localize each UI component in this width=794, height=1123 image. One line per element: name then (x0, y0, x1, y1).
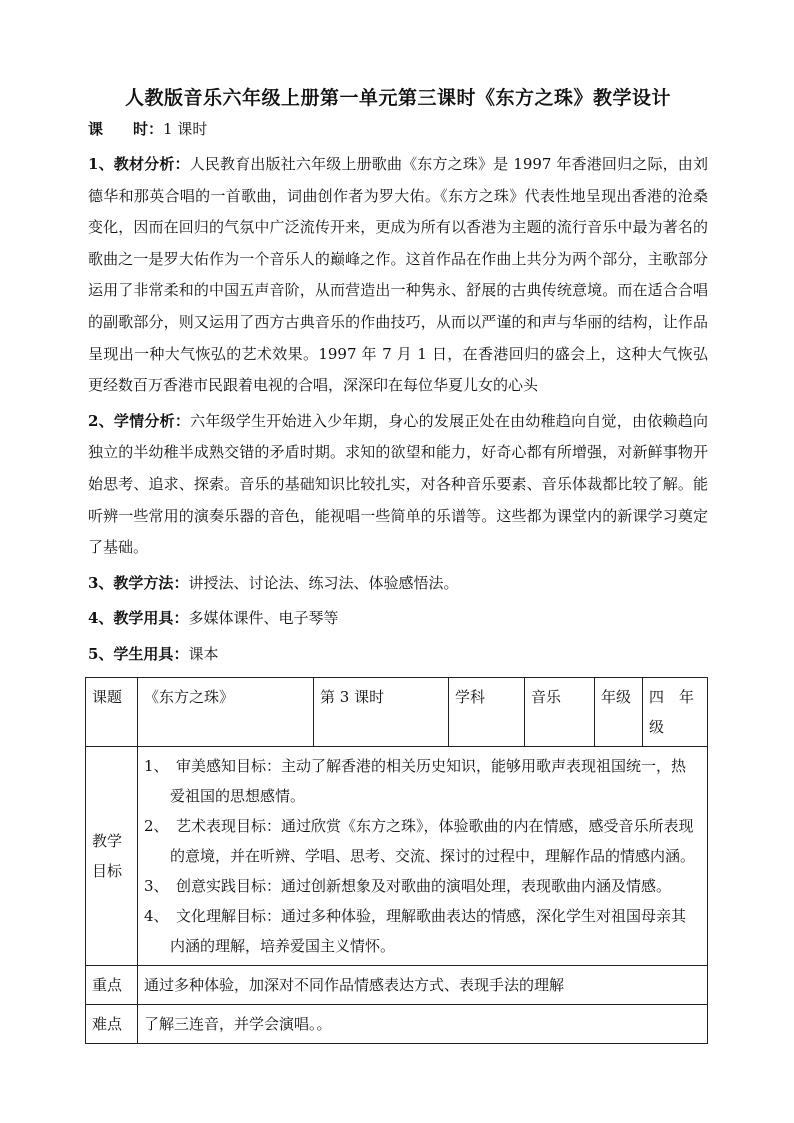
lesson-plan-table (85, 677, 708, 1044)
section-student-analysis (88, 406, 708, 564)
section-text: 人民教育出版社六年级上册歌曲《东方之珠》是 1997 年香港回归之际，由刘德华和那英合唱的一首歌曲，词曲创作者为罗大佑。《东方之珠》代表性地呈现出香港的沧桑变化，因而在回归的气氛中广泛流传开来，更成为所有以香港为主题的流行音乐中最为著名的歌曲之一是罗大佑作为一个音乐人的巅峰之作。这首作品在作曲上共分为两个部分，主歌部分运用了非常柔和的中国五声音阶，从而营造出一种隽永、舒展的古典传统意境。而在适合合唱的副歌部分，则又运用了西方古典音乐的作曲技巧，从而以严谨的和声与华丽的结构，让作品呈现出一种大气恢弘的艺术效果。1997 年 7 月 1 日，在香港回归的盛会上，这种大气恢弘更经数百万香港市民跟着电视的合唱，深深印在每位华夏儿女的心头 (88, 155, 708, 395)
period-label: 课 时： (88, 120, 164, 138)
key-point-label: 重点 (86, 966, 138, 1005)
section-textbook-analysis (88, 149, 708, 402)
topic-value: 《东方之珠》 (138, 678, 314, 747)
objective-item: 2、 艺术表现目标：通过欣赏《东方之珠》，体验歌曲的内在情感，感受音乐所表现的意境，并在听辨、学唱、思考、交流、探讨的过程中，理解作品的情感内涵。 (144, 817, 696, 865)
subject-value: 音乐 (525, 678, 595, 747)
document-body (88, 84, 708, 671)
section-label: 3、教学方法： (88, 573, 189, 592)
subject-label: 学科 (449, 678, 525, 747)
section-teaching-tools (88, 603, 708, 635)
topic-label: 课题 (86, 678, 138, 747)
objectives-list (138, 747, 708, 966)
difficulty-text: 了解三连音，并学会演唱。。 (138, 1005, 708, 1044)
difficulty-row (86, 1005, 708, 1044)
objective-item: 1、 审美感知目标：主动了解香港的相关历史知识，能够用歌声表现祖国统一，热爱祖国的思想感情。 (144, 757, 687, 805)
section-text: 讲授法、讨论法、练习法、体验感悟法。 (188, 573, 459, 592)
objective-item: 3、 创意实践目标：通过创新想象及对歌曲的演唱处理，表现歌曲内涵及情感。 (144, 877, 672, 895)
section-label: 2、学情分析： (88, 411, 191, 430)
objectives-row (86, 747, 708, 966)
period-value: 1 课时 (163, 120, 208, 138)
document-title: 人教版音乐六年级上册第一单元第三课时《东方之珠》教学设计 (124, 87, 671, 109)
objectives-label: 教学目标 (86, 747, 138, 966)
section-text: 课本 (188, 644, 219, 663)
difficulty-label: 难点 (86, 1005, 138, 1044)
lesson-number: 第 3 课时 (314, 678, 449, 747)
section-student-tools (88, 639, 708, 671)
grade-value: 四 年级 (643, 678, 708, 747)
section-teaching-methods (88, 568, 708, 600)
section-label: 1、教材分析： (88, 155, 190, 173)
section-label: 5、学生用具： (88, 644, 189, 663)
table-header-row (86, 678, 708, 747)
grade-label: 年级 (595, 678, 643, 747)
section-text: 多媒体课件、电子琴等 (188, 609, 339, 628)
objective-item: 4、 文化理解目标：通过多种体验，理解歌曲表达的情感，深化学生对祖国母亲其内涵的理解，培养爱国主义情怀。 (144, 907, 687, 955)
key-point-row (86, 966, 708, 1005)
key-point-text: 通过多种体验，加深对不同作品情感表达方式、表现手法的理解 (138, 966, 708, 1005)
section-label: 4、教学用具： (88, 609, 189, 628)
lesson-period (88, 114, 708, 145)
section-text: 六年级学生开始进入少年期，身心的发展正处在由幼稚趋向自觉，由依赖趋向独立的半幼稚半成熟交错的矛盾时期。求知的欲望和能力，好奇心都有所增强，对新鲜事物开始思考、追求、探索。音乐的基础知识比较扎实，对各种音乐要素、音乐体裁都比较了解。能听辨一些常用的演奏乐器的音色，能视唱一些简单的乐谱等。这些都为课堂内的新课学习奠定了基础。 (88, 411, 708, 557)
